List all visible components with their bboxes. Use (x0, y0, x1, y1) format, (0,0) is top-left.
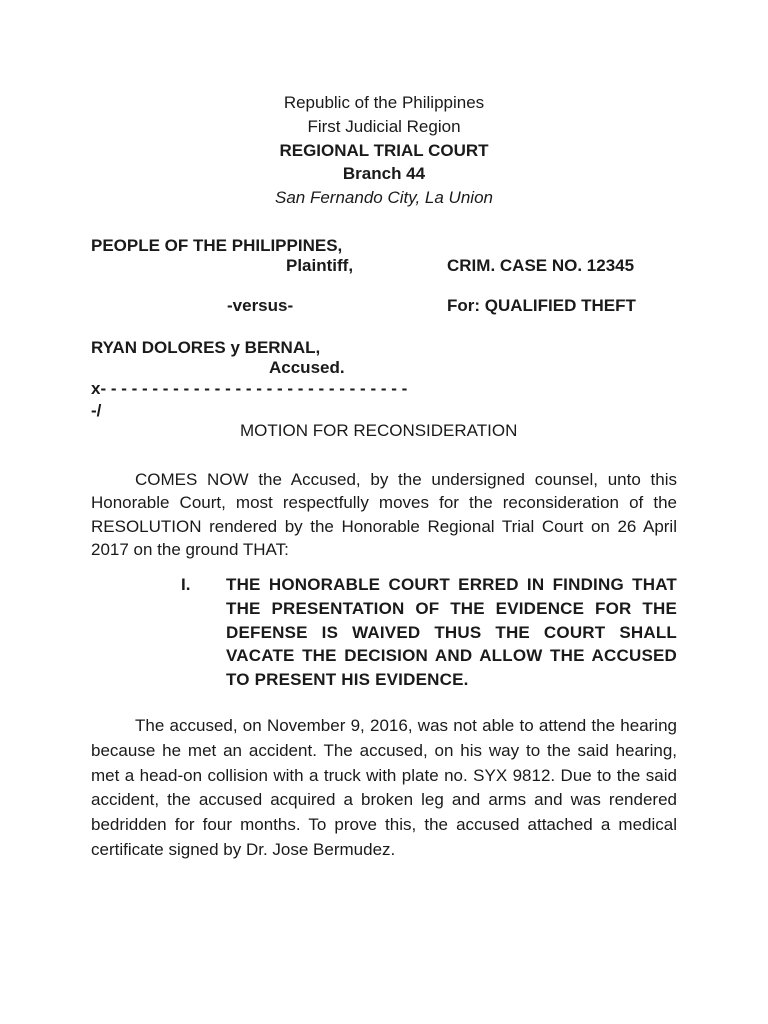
plaintiff-name: PEOPLE OF THE PHILIPPINES, (91, 236, 343, 255)
header-court: REGIONAL TRIAL COURT (279, 141, 489, 160)
accused-name: RYAN DOLORES y BERNAL, (91, 338, 321, 357)
header-branch: Branch 44 (342, 164, 426, 183)
error-text-last: TO PRESENT HIS EVIDENCE. (226, 670, 469, 690)
body-paragraph (91, 714, 677, 863)
error-text-main: THE HONORABLE COURT ERRED IN FINDING THAT THE PRESENTATION OF THE EVIDENCE FOR THE DEFENSE IS WAIVED THUS THE COURT SHALL VACATE THE DECISION AND ALLOW THE ACCUSED (226, 575, 677, 666)
body-paragraph-text: The accused, on November 9, 2016, was not able to attend the hearing because he met an accident. The accused, on his way to the said hearing, met a head-on collision with a truck with plate no. SYX 9812. Due to the said accident, the accused acquired a broken leg and arms and was rendered bedridden for four months. To prove this, the accused attached a medical certificate signed by Dr. Jose Bermudez. (91, 716, 677, 859)
plaintiff-role: Plaintiff, (286, 256, 354, 275)
case-number: CRIM. CASE NO. 12345 (447, 256, 635, 275)
error-number: I. (181, 575, 191, 594)
header-region: First Judicial Region (307, 117, 461, 136)
header-republic: Republic of the Philippines (283, 93, 485, 112)
intro-paragraph-text: COMES NOW the Accused, by the undersigned counsel, unto this Honorable Court, most respectfully moves for the reconsideration of the RESOLUTION rendered by the Honorable Regional Trial Court on 26 April 2017 on the ground THAT: (91, 470, 677, 559)
caption-divider-end: -/ (91, 401, 102, 420)
caption-divider: x- - - - - - - - - - - - - - - - - - - - - - - - - - - - - - (91, 379, 408, 398)
intro-paragraph (91, 468, 677, 561)
header-location: San Fernando City, La Union (275, 188, 493, 207)
charge-label: For: QUALIFIED THEFT (447, 296, 636, 315)
versus-label: -versus- (227, 296, 294, 315)
error-text (226, 573, 677, 692)
accused-role: Accused. (269, 358, 345, 377)
motion-title: MOTION FOR RECONSIDERATION (240, 421, 518, 440)
